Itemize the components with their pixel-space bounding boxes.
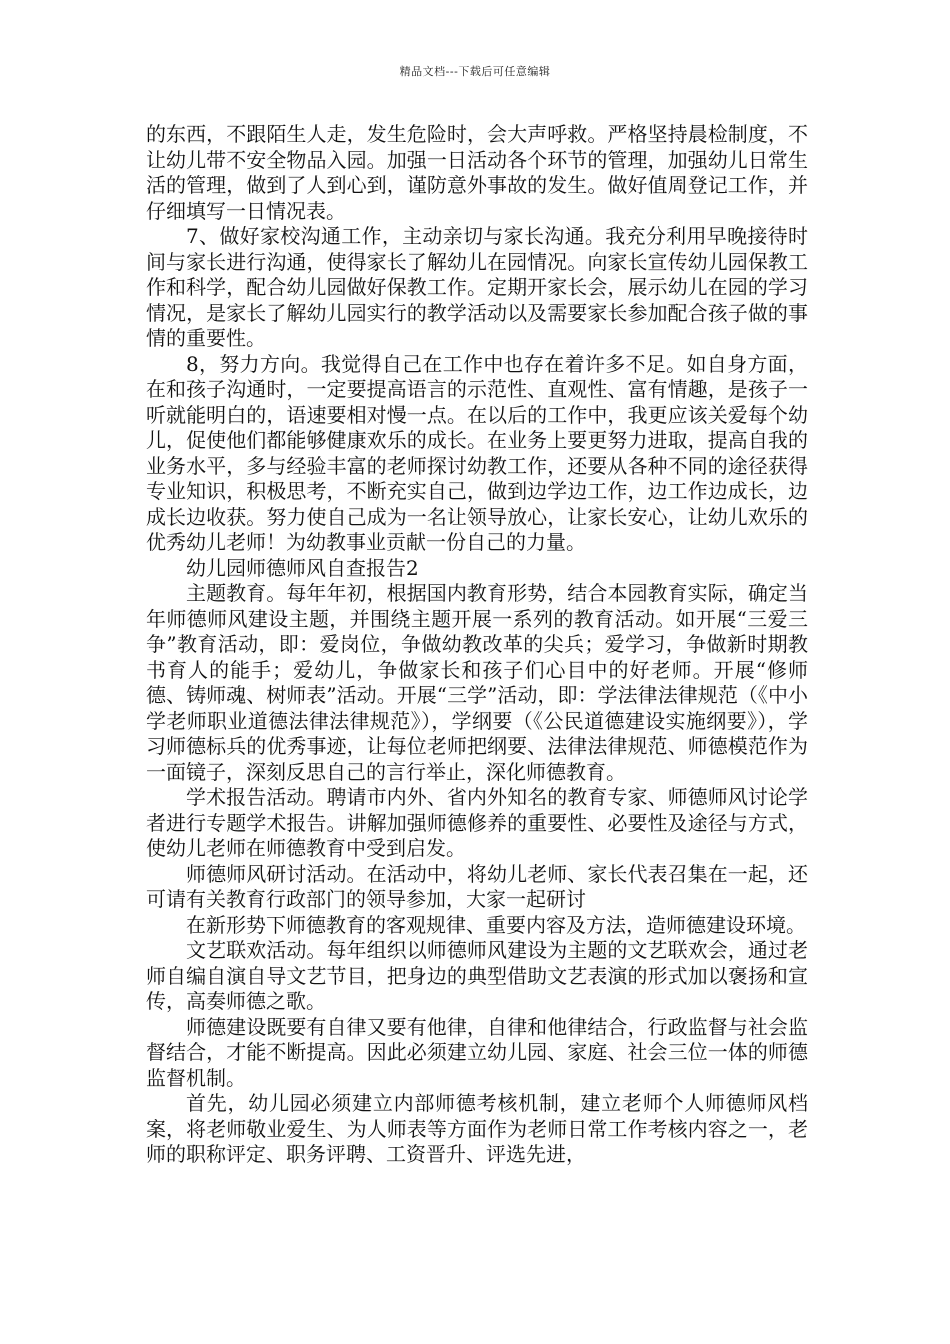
paragraph-assessment-mechanism: 首先，幼儿园必须建立内部师德考核机制，建立老师个人师德师风档案，将老师敬业爱生、为人师表等方面作为老师日常工作考核内容之一，老师的职称评定、职务评聘、工资晋升、评选先进， xyxy=(146,1091,808,1166)
paragraph-continuation: 的东西，不跟陌生人走，发生危险时，会大声呼救。严格坚持晨检制度，不让幼儿带不安全物品入园。加强一日活动各个环节的管理，加强幼儿日常生活的管理，做到了人到心到，谨防意外事故的发生。做好值周登记工作，并仔细填写一日情况表。 xyxy=(146,122,808,223)
page-header: 精品文档---下载后可任意编辑 xyxy=(399,65,551,78)
paragraph-new-situation: 在新形势下师德教育的客观规律、重要内容及方法，造师德建设环境。 xyxy=(186,912,806,937)
paragraph-academic-report: 学术报告活动。聘请市内外、省内外知名的教育专家、师德师风讨论学者进行专题学术报告。讲解加强师德修养的重要性、必要性及途径与方式，使幼儿老师在师德教育中受到启发。 xyxy=(146,785,808,860)
paragraph-home-school-communication: 7、做好家校沟通工作，主动亲切与家长沟通。我充分利用早晚接待时间与家长进行沟通，使得家长了解幼儿在园情况。向家长宣传幼儿园保教工作和科学，配合幼儿园做好保教工作。定期开家长会，展示幼儿在园的学习情况，是家长了解幼儿园实行的教学活动以及需要家长参加配合孩子做的事情的重要性。 xyxy=(146,224,808,350)
paragraph-improvement-direction: 8，努力方向。我觉得自己在工作中也存在着许多不足。如自身方面，在和孩子沟通时，一定要提高语言的示范性、直观性、富有情趣，是孩子一听就能明白的，语速要相对慢一点。在以后的工作中，我更应该关爱每个幼儿，促使他们都能够健康欢乐的成长。在业务上要更努力进取，提高自我的业务水平，多与经验丰富的老师探讨幼教工作，还要从各种不同的途径获得专业知识，积极思考，不断充实自己，做到边学边工作，边工作边成长，边成长边收获。努力使自己成为一名让领导放心，让家长安心，让幼儿欢乐的优秀幼儿老师！为幼教事业贡献一份自己的力量。 xyxy=(146,351,808,554)
paragraph-supervision: 师德建设既要有自律又要有他律，自律和他律结合，行政监督与社会监督结合，才能不断提高。因此必须建立幼儿园、家庭、社会三位一体的师德监督机制。 xyxy=(146,1014,808,1090)
paragraph-seminar-activity: 师德师风研讨活动。在活动中，将幼儿老师、家长代表召集在一起，还可请有关教育行政部门的领导参加，大家一起研讨 xyxy=(146,861,808,911)
section-heading: 幼儿园师德师风自查报告2 xyxy=(186,555,419,580)
paragraph-art-gala: 文艺联欢活动。每年组织以师德师风建设为主题的文艺联欢会，通过老师自编自演自导文艺节目，把身边的典型借助文艺表演的形式加以褒扬和宣传，高奏师德之歌。 xyxy=(146,938,808,1013)
paragraph-theme-education: 主题教育。每年年初，根据国内教育形势，结合本园教育实际，确定当年师德师风建设主题，并围绕主题开展一系列的教育活动。如开展“三爱三争”教育活动，即：爱岗位，争做幼教改革的尖兵；爱学习，争做新时期教书育人的能手；爱幼儿，争做家长和孩子们心目中的好老师。开展“修师德、铸师魂、树师表”活动。开展“三学”活动，即：学法律法律规范（《中小学老师职业道德法律法律规范》），学纲要（《公民道德建设实施纲要》），学习师德标兵的优秀事迹，让每位老师把纲要、法律法律规范、师德模范作为一面镜子，深刻反思自己的言行举止，深化师德教育。 xyxy=(146,581,808,784)
document-body xyxy=(146,122,808,1168)
